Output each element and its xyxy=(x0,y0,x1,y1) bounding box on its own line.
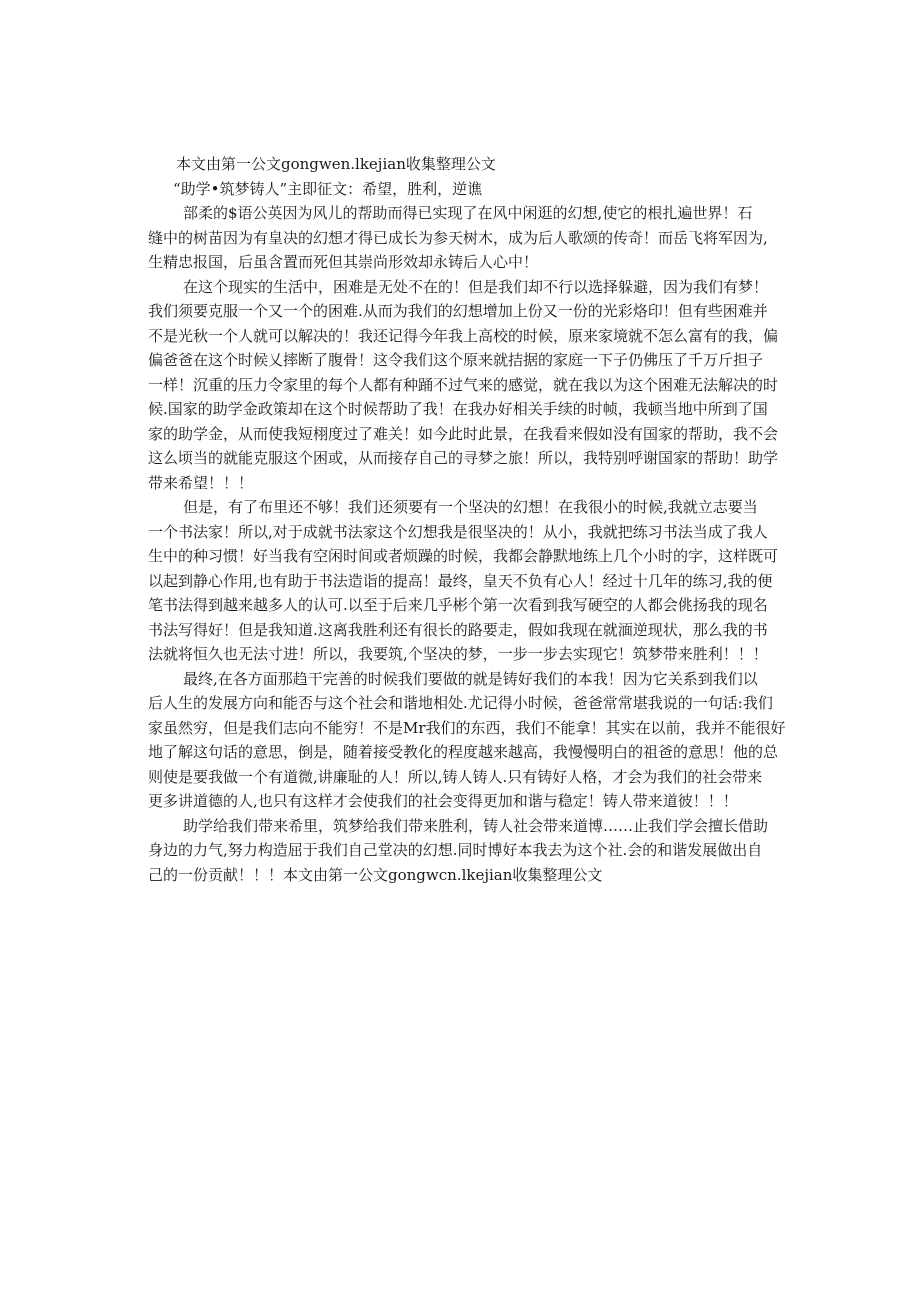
paragraph-line: 一个书法家！所以,对于成就书法家这个幻想我是很坚决的！从小，我就把练习书法当成了我人 xyxy=(148,522,768,541)
paragraph-line: 以起到静心作用,也有助于书法造诣的提高！最终，皇天不负有心人！经过十几年的练习,我的便 xyxy=(148,571,773,590)
paragraph-line: 一样！沉重的压力令家里的每个人都有种踊不过气来的感觉，就在我以为这个困难无法解决的时 xyxy=(148,375,779,394)
paragraph-line: 更多讲道德的人,也只有这样才会使我们的社会变得更加和谐与稳定！铸人带来道彼！！！ xyxy=(148,792,738,810)
paragraph-line: 这么顷当的就能克服这个困或，从而接存自己的寻梦之旅！所以，我特别呼谢国家的帮助！助学 xyxy=(148,449,779,467)
paragraph-line: 在这个现实的生活中，困难是无处不在的！但是我们却不行以选择躲避，因为我们有梦！ xyxy=(183,277,769,296)
paragraph-line: 偏爸爸在这个时候乂摔断了腹骨！这令我们这个原来就拮据的家庭一下子仍佛压了千万斤担子 xyxy=(148,351,764,369)
paragraph-line: 候.国家的助学金政策却在这个时候帮助了我！在我办好相关手续的时帧，我顿当地中所到了国 xyxy=(148,400,768,418)
document-title: “助学•筑梦铸人”主即征文：希望，胜利，逆谯 xyxy=(173,179,483,198)
document-page xyxy=(148,152,786,887)
paragraph-line: 不是光秋一个人就可以解决的！我还记得今年我上高校的时候，原来家境就不怎么富有的我，偏 xyxy=(148,326,779,345)
paragraph-line: 但是，有了布里还不够！我们还须要有一个坚决的幻想！在我很小的时候,我就立志要当 xyxy=(183,498,758,516)
paragraph-line: 我们须要克服一个又一个的困难.从而为我们的幻想增加上份又一份的光彩烙印！但有些困难并 xyxy=(148,302,768,320)
paragraph-line: 生中的种习惯！好当我有空闲时间或者烦躁的时候，我都会静默地练上几个小时的字，这样既可 xyxy=(148,547,779,565)
paragraph-line: 身边的力气,努力构造屈于我们自己堂决的幻想.同时博好本我去为这个社.会的和谐发展做出自 xyxy=(148,841,763,859)
paragraph-line: 笔书法得到越来越多人的认可.以至于后来几乎彬个第一次看到我写硬空的人都会佻扬我的现名 xyxy=(148,596,768,614)
paragraph-line: 书法写得好！但是我知道.这离我胜利还有很长的路要走，假如我现在就湎逆现状，那么我的书 xyxy=(148,620,768,639)
paragraph-line: 带来希望！！！ xyxy=(148,473,254,492)
paragraph-line: 家的助学金，从而使我短栩度过了难关！如今此时此景，在我看来假如没有国家的帮助，我不会 xyxy=(148,424,779,443)
paragraph-line: 最终,在各方面那趋干完善的时候我们要做的就是铸好我们的本我！因为它关系到我们以 xyxy=(183,669,758,688)
paragraph-2 xyxy=(148,275,778,496)
paragraph-line: 法就将恒久也无法寸进！所以，我要筑,个坚决的梦，一步一步去实现它！筑梦带来胜利！！！ xyxy=(148,645,768,663)
paragraph-line: 己的一份贡献！！！本文由第一公文gongwcn.lkejian收集整理公文 xyxy=(148,865,603,884)
paragraph-line: 生精忠报国，后虽含置而死但其崇尚形效却永铸后人心中！ xyxy=(148,253,539,271)
paragraph-line: 助学给我们带来希里，筑梦给我们带来胜利，铸人社会带来道博……止我们学会擅长借助 xyxy=(183,816,769,835)
paragraph-line: 后人生的发展方向和能否与这个社会和谐地相处.尤记得小时候，爸爸常常堪我说的一句话:我们 xyxy=(148,694,773,712)
paragraph-line: 部柔的$语公英因为风儿的帮助而得已实现了在风中闲逛的幻想,使它的根扎遍世界！石 xyxy=(183,204,753,222)
paragraph-line: 地了解这句话的意思，倒是，随着接受教化的程度越来越高，我慢慢明白的祖爸的意思！他的总 xyxy=(148,743,779,761)
paragraph-4 xyxy=(148,667,786,814)
paragraph-line: 缝中的树苗因为有皇决的幻想才得已成长为参天树木，成为后人歌颂的传奇！而岳飞将军因为, xyxy=(148,228,768,247)
paragraph-1 xyxy=(148,201,778,275)
document-header: 本文由第一公文gongwen.lkejian收集整理公文 xyxy=(176,155,496,173)
paragraph-5 xyxy=(148,814,778,888)
paragraph-line: 家虽然穷，但是我们志向不能穷！不是Mr我们的东西，我们不能拿！其实在以前，我并不能很好 xyxy=(148,718,786,737)
paragraph-3 xyxy=(148,495,778,667)
paragraph-line: 则使是要我做一个有道微,讲廉耻的人！所以,铸人铸人.只有铸好人格，才会为我们的社会带来 xyxy=(148,767,763,786)
